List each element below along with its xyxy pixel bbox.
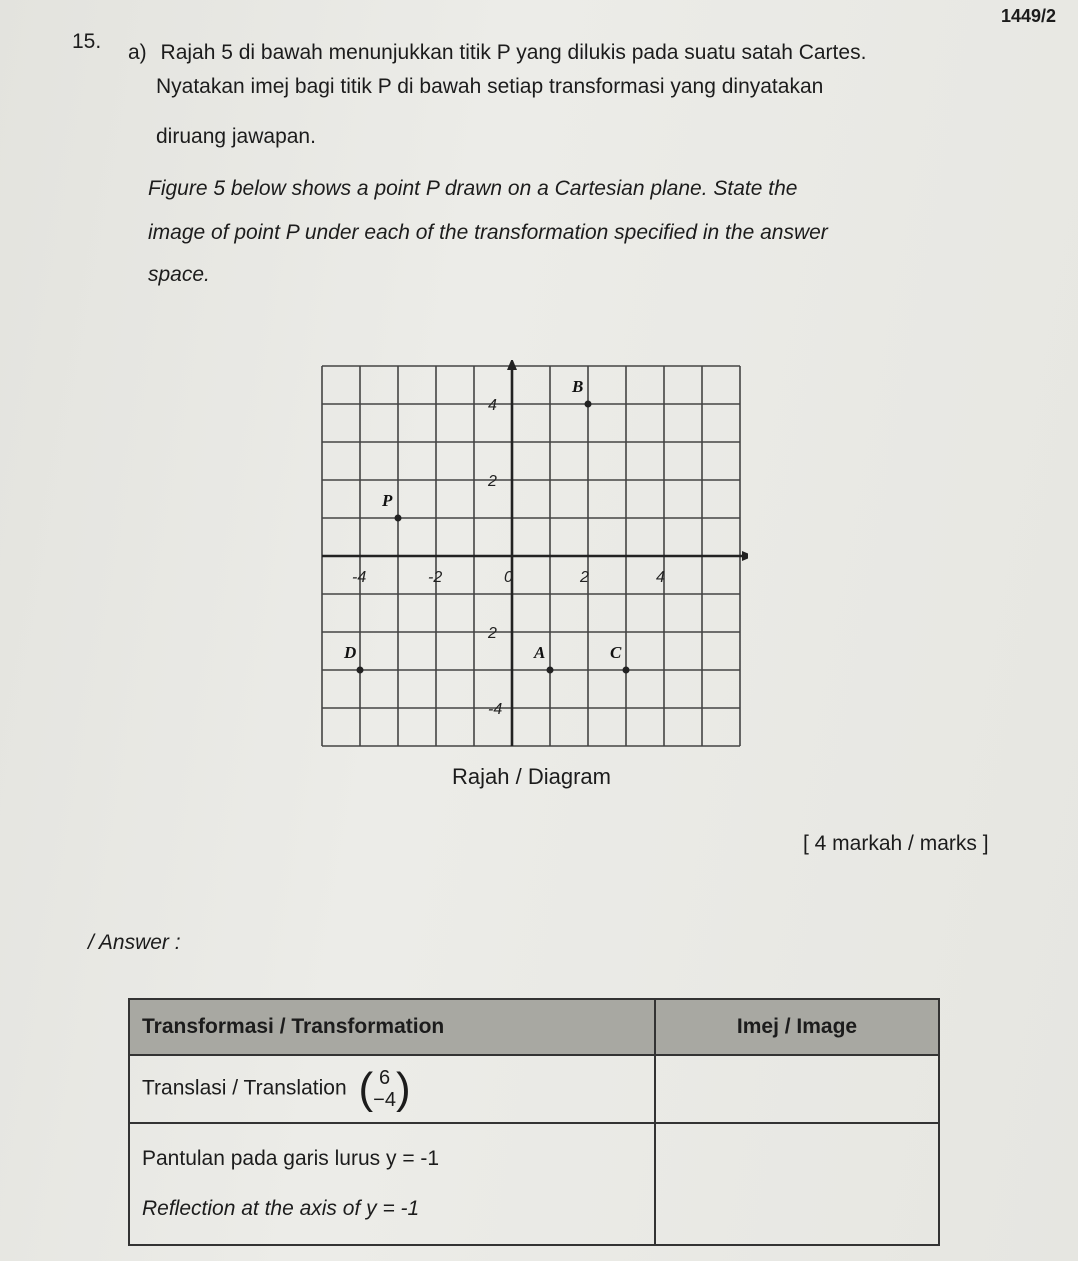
- malay-line-3: diruang jawapan.: [156, 125, 316, 148]
- point-marker-p: [395, 515, 402, 522]
- reflection-english: Reflection at the axis of y = -1: [142, 1197, 420, 1220]
- translation-cell: [129, 1055, 655, 1123]
- paper-code: 1449/2: [1000, 6, 1056, 26]
- translation-image-answer[interactable]: [655, 1055, 939, 1123]
- english-line-1: Figure 5 below shows a point P drawn on a Cartesian plane. State the: [148, 177, 798, 200]
- question-text-malay: [128, 36, 1028, 69]
- cartesian-diagram: [318, 360, 748, 750]
- point-label-a: A: [534, 643, 546, 662]
- reflection-cell: [129, 1123, 655, 1245]
- table-row: [129, 1123, 939, 1245]
- point-label-p: P: [382, 491, 393, 510]
- header-transformation: Transformasi / Transformation: [129, 999, 655, 1055]
- y-tick-label: 4: [488, 397, 497, 414]
- answer-table: [128, 998, 940, 1246]
- x-axis-arrow: [742, 551, 748, 561]
- vector-top: 6: [378, 1067, 391, 1089]
- point-marker-b: [585, 401, 592, 408]
- x-tick-label: -4: [352, 569, 367, 586]
- diagram-caption: Rajah / Diagram: [452, 764, 611, 789]
- x-tick-label: 4: [656, 569, 665, 586]
- reflection-malay: Pantulan pada garis lurus y = -1: [142, 1147, 440, 1170]
- y-tick-label: -4: [488, 701, 503, 718]
- point-marker-a: [547, 667, 554, 674]
- point-label-b: B: [572, 377, 584, 396]
- cartesian-grid: [318, 360, 748, 750]
- header-image: Imej / Image: [655, 999, 939, 1055]
- y-axis-arrow: [507, 360, 517, 370]
- english-line-2: image of point P under each of the transformation specified in the answer: [148, 221, 828, 244]
- y-tick-label: 2: [488, 473, 497, 490]
- x-tick-label: 0: [504, 569, 513, 586]
- malay-line-1: Rajah 5 di bawah menunjukkan titik P yang dilukis pada suatu satah Cartes.: [160, 41, 867, 64]
- answer-label: / Answer :: [88, 931, 181, 954]
- marks-label: [ 4 markah / marks ]: [803, 832, 989, 855]
- point-marker-c: [623, 667, 630, 674]
- vector-bottom: −4: [373, 1089, 396, 1111]
- reflection-image-answer[interactable]: [655, 1123, 939, 1245]
- y-tick-label: 2: [488, 625, 497, 642]
- english-line-3: space.: [148, 263, 210, 286]
- malay-line-2: Nyatakan imej bagi titik P di bawah setiap transformasi yang dinyatakan: [156, 75, 824, 98]
- translation-vector: ( 6 −4): [358, 1064, 411, 1113]
- point-label-c: C: [610, 643, 622, 662]
- point-label-d: D: [344, 643, 357, 662]
- translation-label: Translasi / Translation: [142, 1076, 347, 1100]
- point-marker-d: [357, 667, 364, 674]
- question-number: 15.: [72, 30, 102, 53]
- x-tick-label: 2: [580, 569, 589, 586]
- part-label: a): [128, 41, 147, 64]
- table-row: [129, 1055, 939, 1123]
- x-tick-label: -2: [428, 569, 443, 586]
- answer-table-header: [129, 999, 939, 1055]
